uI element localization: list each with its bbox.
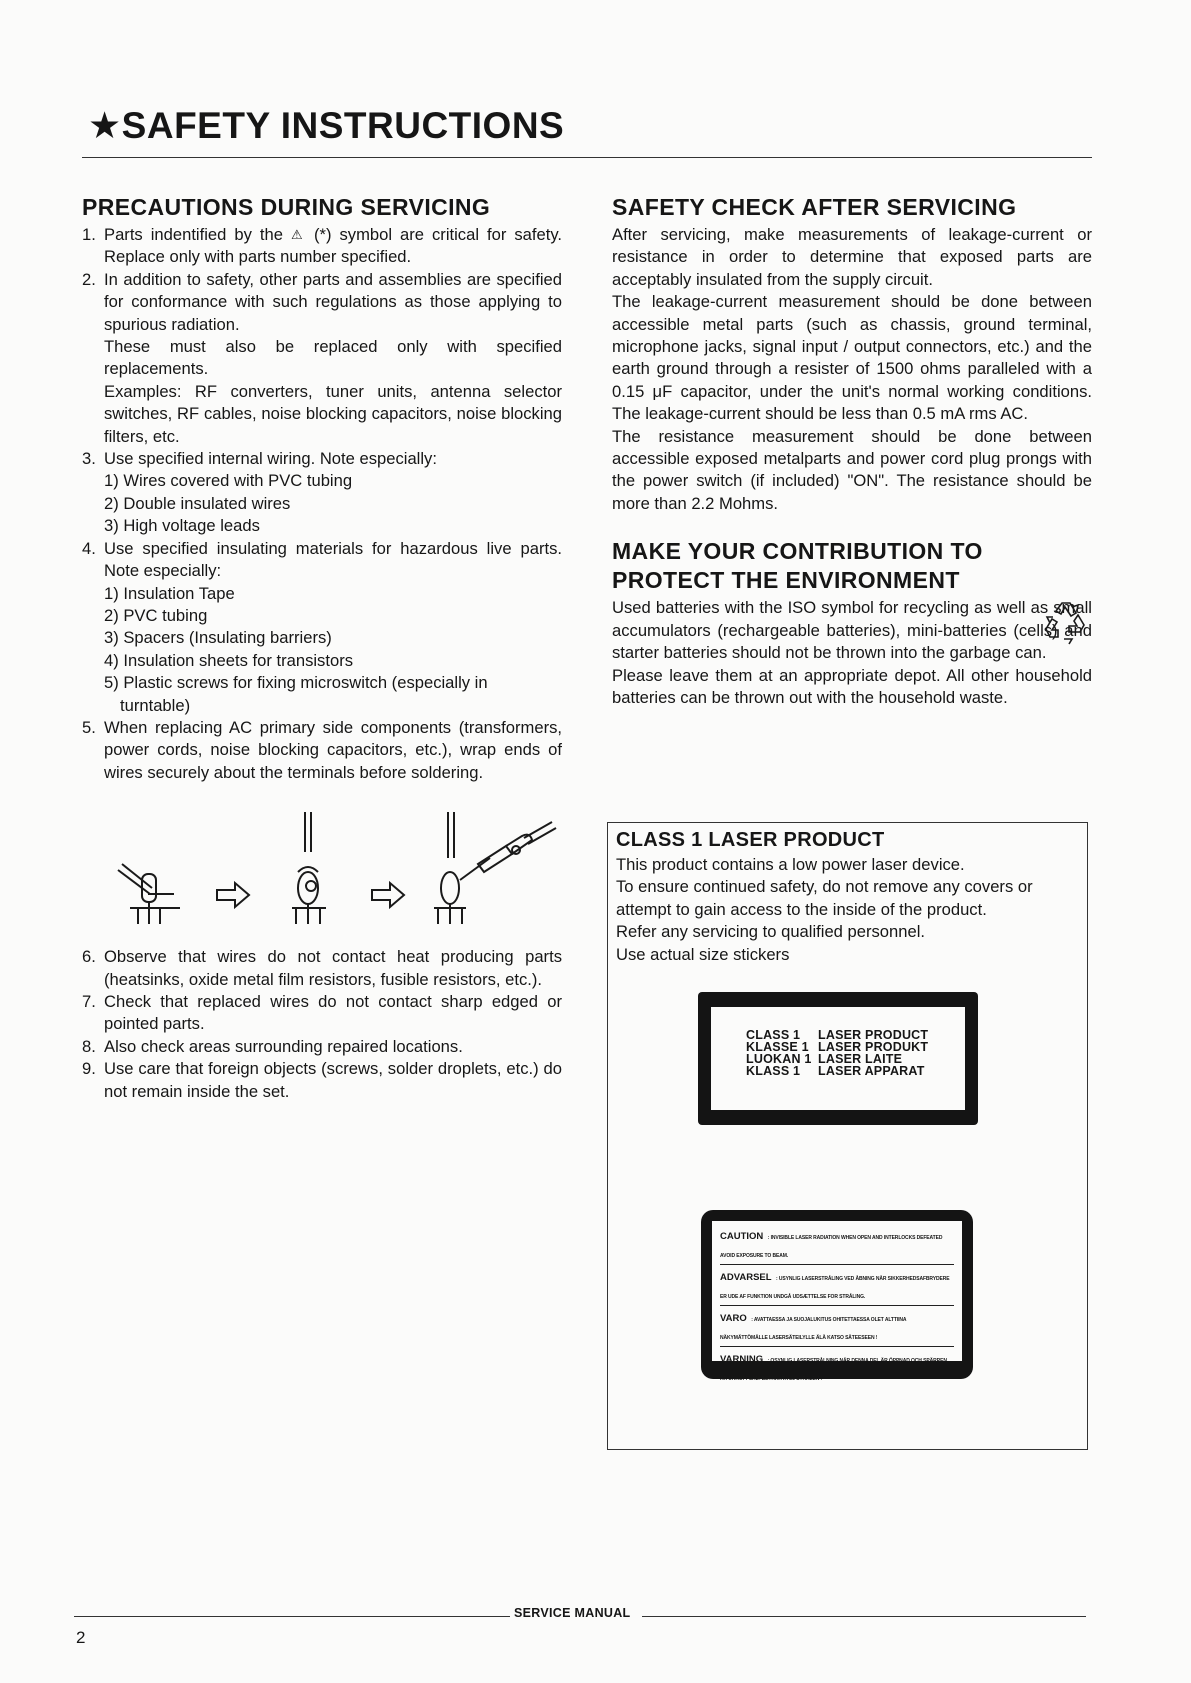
wiring-illustration — [82, 802, 562, 932]
laser-product-box — [607, 822, 1088, 1450]
warning-triangle-icon: ⚠ — [290, 227, 306, 242]
page-title: ★SAFETY INSTRUCTIONS — [88, 105, 565, 146]
sub-list-item: 1) Wires covered with PVC tubing — [104, 471, 353, 491]
sticker-row: CLASS 1 LASER PRODUCT — [746, 1028, 929, 1042]
list-item: 7. Check that replaced wires do not contact sharp edged or pointed parts. — [82, 991, 562, 1034]
sub-list — [104, 470, 562, 537]
caution-laser-sticker — [701, 1210, 973, 1382]
caution-block: ADVARSEL : USYNLIG LASERSTRÅLING VED ÅBNING NÅR SIKKERHEDSAFBRYDERE ER UDE AF FUNKTION UNDGÅ UDSÆTTELSE FOR STRÅLING. — [720, 1267, 954, 1306]
precautions-list-a — [82, 224, 562, 784]
class1-laser-sticker — [698, 992, 978, 1125]
sub-list-item: 4) Insulation sheets for transistors — [104, 650, 354, 670]
wire-wrap-diagram — [82, 802, 562, 932]
page-number: 2 — [76, 1628, 86, 1647]
laser-line: Use actual size stickers — [616, 944, 790, 964]
paragraph: Used batteries with the ISO symbol for recycling as well as small accumulators (rechargeable batteries), mini-batteries (cells) and starter batteries should not be thrown into the garbage can. — [612, 598, 1092, 663]
precautions-heading: PRECAUTIONS DURING SERVICING — [82, 194, 491, 220]
caution-block: VARNING : OSYNLIG LASERSTRÅLNING NÄR DENNA DEL ÄR ÖPPNAD OCH SPÄRREN ÄR URKOPPLAD. BETRAKTA EJ STRÅLEN ! — [720, 1354, 947, 1382]
paragraph: Please leave them at an appropriate depot. All other household batteries can be thrown out with the household waste. — [612, 665, 1092, 707]
environment-heading: MAKE YOUR CONTRIBUTION TO PROTECT THE ENVIRONMENT — [612, 538, 983, 594]
list-item: 9. Use care that foreign objects (screws, solder droplets, etc.) do not remain inside the set. — [82, 1059, 562, 1101]
footer-rule-right — [642, 1616, 1086, 1617]
sticker-row: KLASSE 1 LASER PRODUKT — [746, 1040, 929, 1054]
list-item: 3. Use specified internal wiring. Note especially: 1) Wires covered with PVC tubing 2) Double insulated wires 3) High voltage leads — [82, 448, 562, 538]
laser-line: This product contains a low power laser device. — [616, 855, 965, 874]
list-item: 1. Parts indentified by the ⚠ (*) symbol are critical for safety. Replace only with parts number specified. — [82, 225, 563, 267]
title-divider — [82, 157, 1092, 158]
environment-section — [612, 537, 1092, 709]
list-item: 5. When replacing AC primary side components (transformers, power cords, noise blocking capacitors, etc.), wrap ends of wires securely about the terminals before soldering. — [82, 717, 562, 782]
sub-list-item: 1) Insulation Tape — [104, 583, 235, 603]
list-item: 2. In addition to safety, other parts and assemblies are specified for conformance with such regulations as those applying to spurious radiation. These must also be replaced only with specified replacements. Examples: RF converters, tuner units, antenna selector switches, RF cables, noise blocking capacitors, noise blocking filters, etc. — [82, 269, 562, 446]
list-item: 8. Also check areas surrounding repaired locations. — [82, 1036, 463, 1056]
sticker-row: LUOKAN 1 LASER LAITE — [746, 1052, 903, 1066]
sub-list-item: 3) Spacers (Insulating barriers) — [104, 628, 332, 648]
sub-list-item: 2) PVC tubing — [104, 605, 208, 625]
caution-block: VARO : AVATTAESSA JA SUOJALUKITUS OHITETTAESSA OLET ALTTIINA NÄKYMÄTTÖMÄLLE LASERSÄTEILYLLE ÄLÄ KATSO SÄTEESEEN ! — [720, 1308, 954, 1347]
footer-label: SERVICE MANUAL — [514, 1606, 631, 1620]
footer-rule-left — [74, 1616, 510, 1617]
recycle-icon — [1044, 599, 1092, 645]
sub-list-item: 2) Double insulated wires — [104, 493, 291, 513]
list-item: 6. Observe that wires do not contact heat producing parts (heatsinks, oxide metal film resistors, fusible resistors, etc.). — [82, 947, 562, 989]
paragraph: The resistance measurement should be done between accessible exposed metalparts and power cord plug prongs with the power switch (if included) "ON". The resistance should be more than 2.2 Mohms. — [612, 426, 1092, 513]
safety-check-heading: SAFETY CHECK AFTER SERVICING — [612, 194, 1017, 220]
precautions-list-b — [82, 946, 562, 1103]
sticker-row: KLASS 1 LASER APPARAT — [746, 1064, 925, 1078]
safety-check-section — [612, 193, 1092, 709]
paragraph: After servicing, make measurements of leakage-current or resistance in order to determine that exposed parts are acceptably insulated from the supply circuit. — [612, 225, 1092, 289]
sub-list — [104, 583, 562, 717]
laser-line: To ensure continued safety, do not remove any covers or attempt to gain access to the inside of the product. — [616, 877, 1033, 919]
caution-block: CAUTION : INVISIBLE LASER RADIATION WHEN OPEN AND INTERLOCKS DEFEATED AVOID EXPOSURE TO BEAM. — [720, 1226, 954, 1265]
list-item: 4. Use specified insulating materials for hazardous live parts. Note especially: 1) Insulation Tape 2) PVC tubing 3) Spacers (Insulating barriers) 4) Insulation sheets for transistors 5) Plastic screws for fixing microswitch (especially in turntable) — [82, 538, 562, 717]
laser-line: Refer any servicing to qualified personnel. — [616, 922, 926, 942]
precautions-section — [82, 193, 562, 1103]
sub-list-item: 3) High voltage leads — [104, 516, 260, 536]
sub-list-item: 5) Plastic screws for fixing microswitch (especially in turntable) — [104, 673, 488, 715]
paragraph: The leakage-current measurement should be done between accessible metal parts (such as chassis, ground terminal, microphone jacks, signal input / output connectors, etc.) and the earth ground through a resister of 1500 ohms paralleled with a 0.15 μF capacitor, under the unit's normal working conditions. The leakage-current should be less than 0.5 mA rms AC. — [612, 292, 1092, 424]
laser-heading: CLASS 1 LASER PRODUCT — [616, 829, 885, 851]
